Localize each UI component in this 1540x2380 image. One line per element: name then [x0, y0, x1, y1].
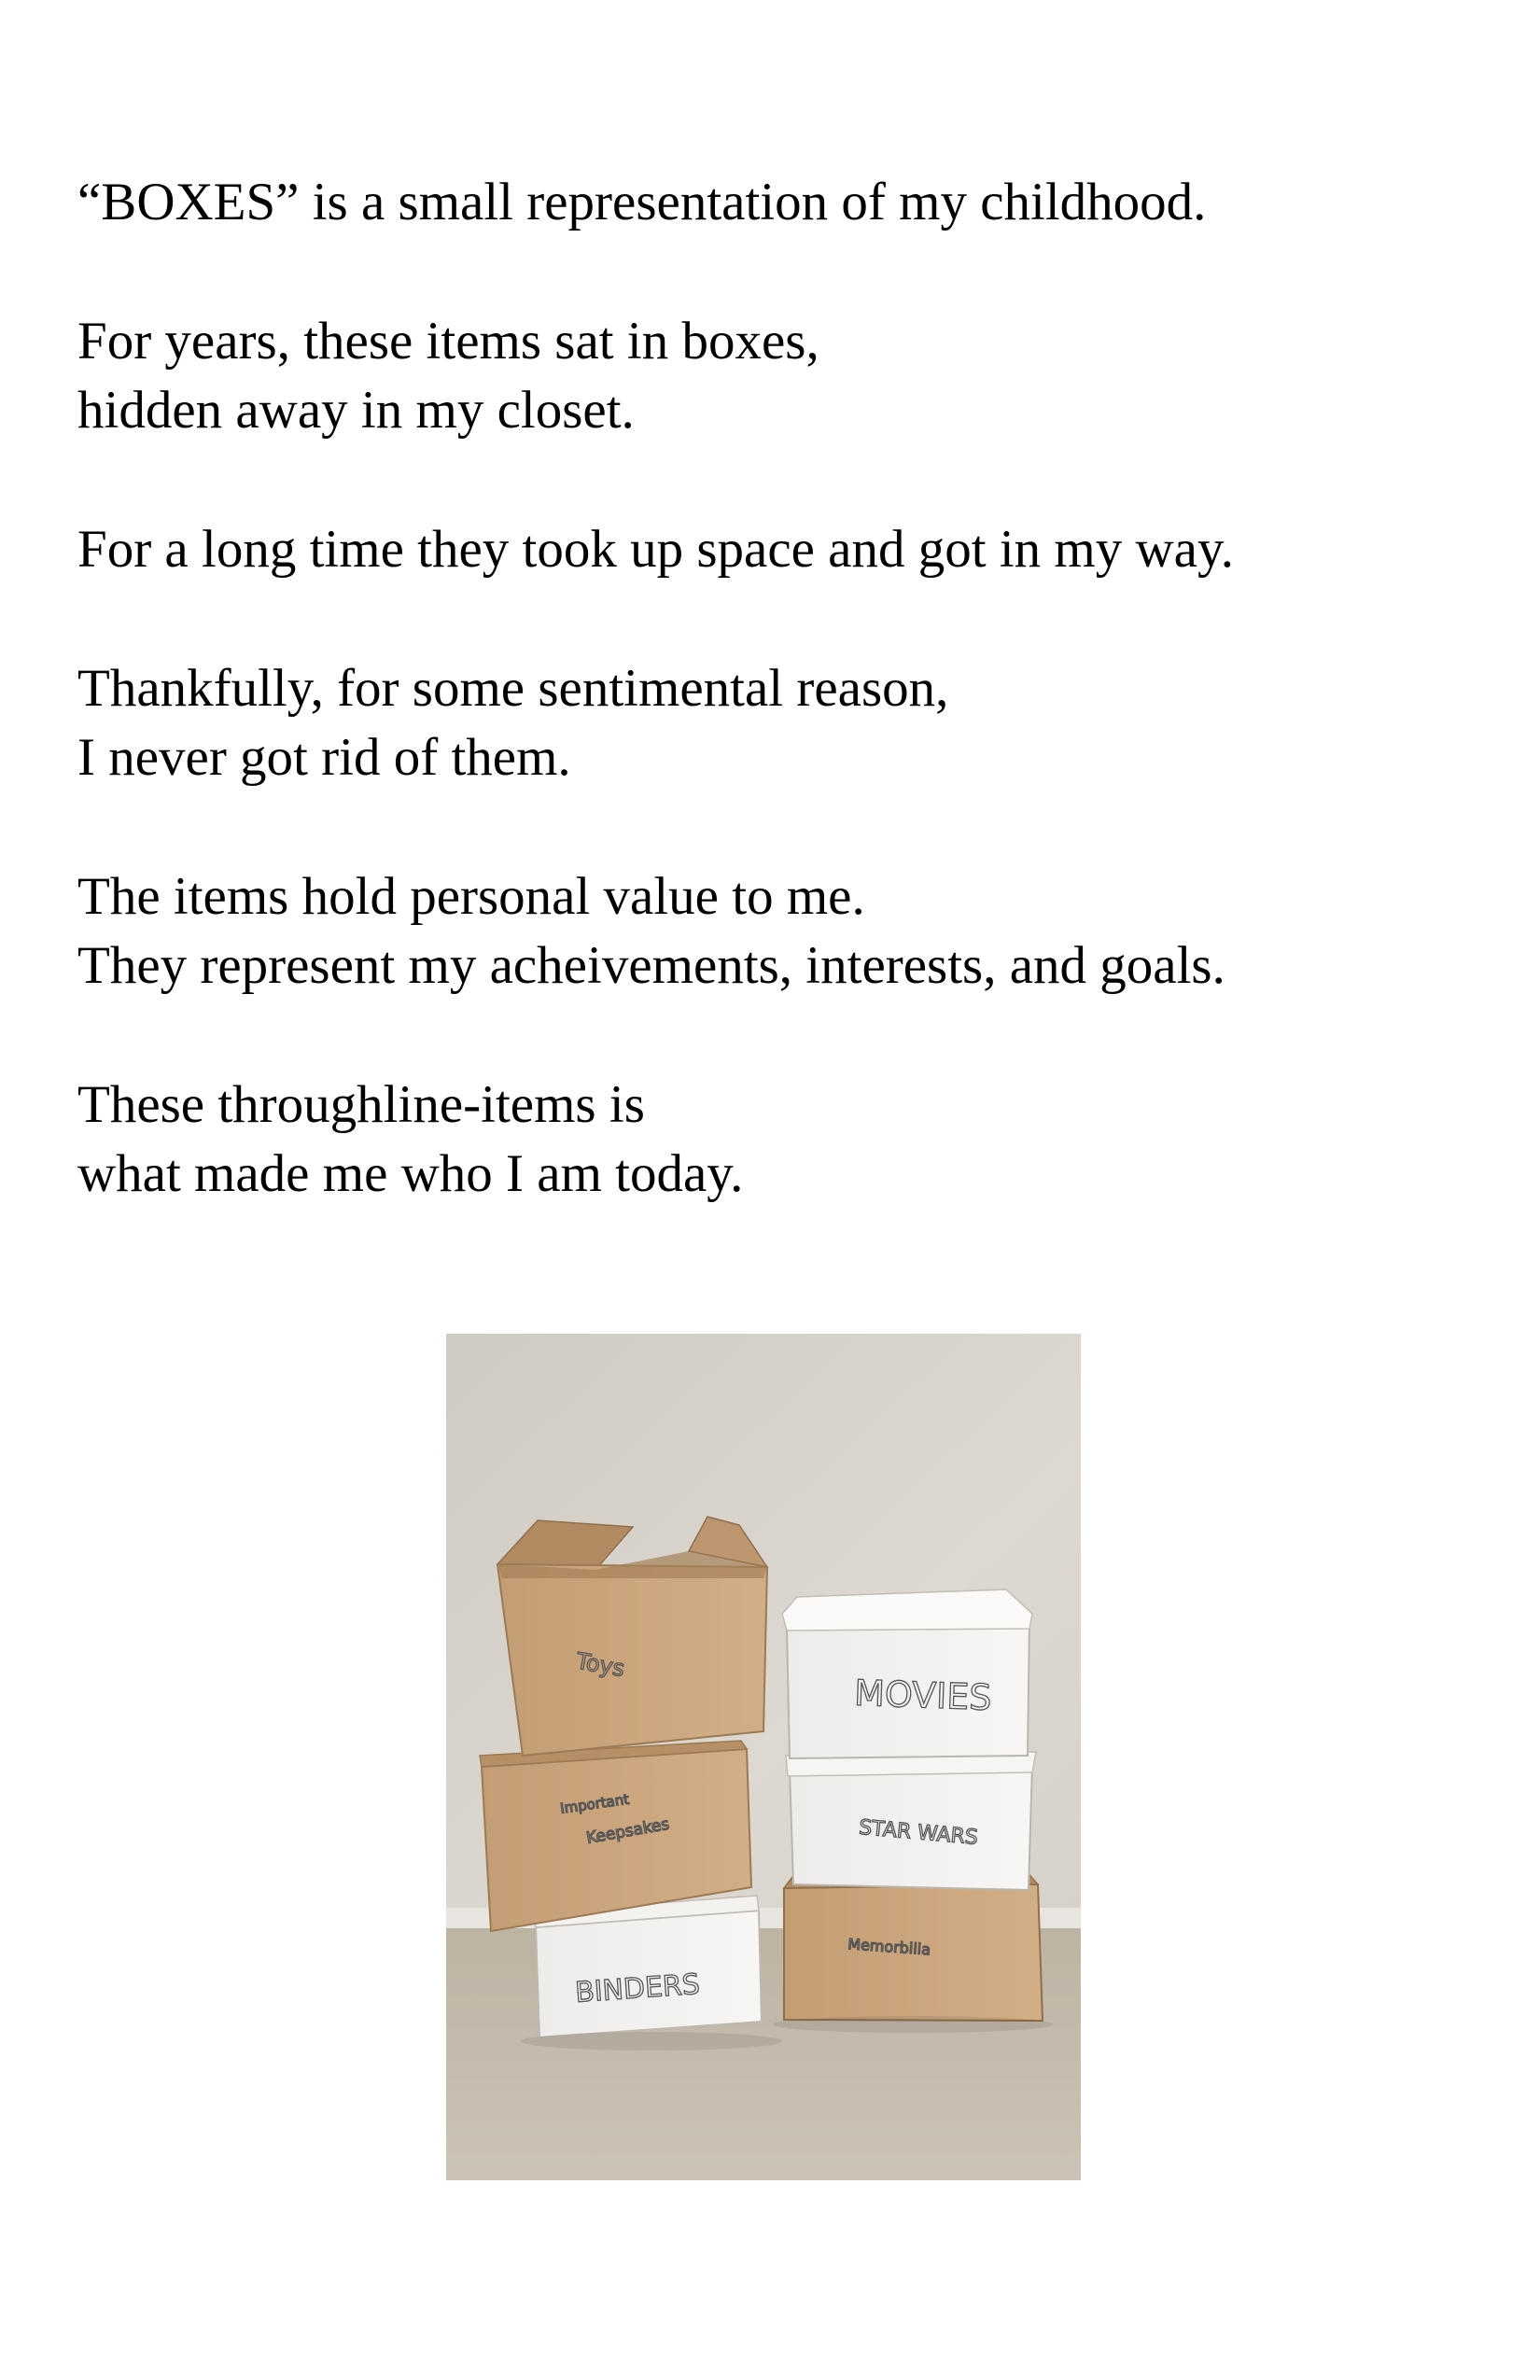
toys-label: Toys	[574, 1647, 627, 1683]
poem-line: hidden away in my closet.	[77, 381, 635, 440]
box-shadow	[521, 2032, 782, 2051]
stanza-2	[77, 307, 1477, 445]
important-label: Important	[559, 1790, 631, 1817]
stanza-4	[77, 654, 1477, 792]
boxes-photo	[446, 1334, 1081, 2180]
stanza-5	[77, 862, 1477, 1001]
poem-text	[77, 168, 1477, 1279]
star-wars-label: STAR WARS	[858, 1815, 979, 1850]
movies-label: MOVIES	[853, 1672, 993, 1718]
stanza-6	[77, 1071, 1477, 1209]
poem-line: I never got rid of them.	[77, 728, 571, 787]
keepsakes-label: Keepsakes	[584, 1814, 671, 1848]
stanza-1	[77, 168, 1477, 237]
boxes-photo-drawing	[446, 1334, 1081, 2180]
poem-line: For a long time they took up space and got in my way.	[77, 520, 1234, 579]
movies-box	[782, 1589, 1032, 1758]
box-shadow	[773, 2016, 1053, 2033]
memorabilia-label: Memorbilia	[847, 1935, 931, 1959]
poem-line: Thankfully, for some sentimental reason,	[77, 659, 949, 718]
binders-label: BINDERS	[574, 1967, 702, 2009]
star-wars-box	[786, 1752, 1036, 1890]
poem-line: what made me who I am today.	[77, 1144, 744, 1203]
poem-line: They represent my acheivements, interests, and goals.	[77, 936, 1225, 995]
poem-line: For years, these items sat in boxes,	[77, 312, 819, 371]
memorabilia-box	[784, 1869, 1043, 2021]
poem-line: These throughline-items is	[77, 1075, 645, 1134]
poem-line: The items hold personal value to me.	[77, 867, 865, 926]
poem-line: “BOXES” is a small representation of my childhood.	[77, 173, 1207, 231]
stanza-3	[77, 515, 1477, 584]
